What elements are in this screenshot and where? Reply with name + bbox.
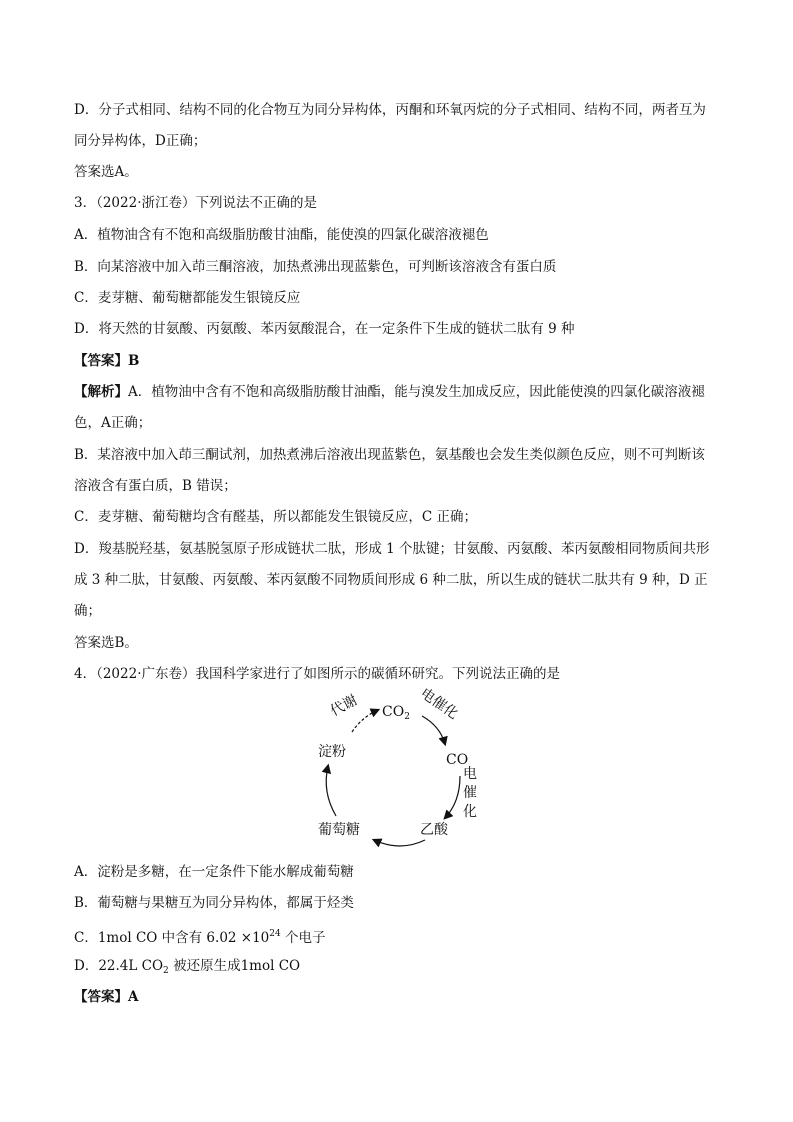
q3-analysis-b-line2: 溶液含有蛋白质，B 错误； [74,478,237,494]
prev-option-d-line1: D．分子式相同、结构不同的化合物互为同分异构体，丙酮和环氧丙烷的分子式相同、结构不同，两者互为 [74,102,706,118]
metabolism-label: 代谢 [327,692,361,720]
glucose-to-starch-arrow [326,766,336,816]
q3-analysis-d-line1: D．羧基脱羟基，氨基脱氢原子形成链状二肽，形成 1 个肽键；甘氨酸、丙氨酸、苯丙氨酸相同物质间共形 [74,541,710,557]
starch-label: 淀粉 [318,744,346,760]
q3-stem: 3．（2022·浙江卷）下列说法不正确的是 [74,195,317,211]
q4-answer-tag: 【答案】 [74,989,128,1005]
q4-option-a: A．淀粉是多糖，在一定条件下能水解成葡萄糖 [74,864,354,880]
metabolism-arrow [352,710,378,732]
q3-answer-tag: 【答案】 [74,353,128,369]
q4-stem: 4．（2022·广东卷）我国科学家进行了如图所示的碳循环研究。下列说法正确的是 [74,666,560,682]
q4-option-c [74,924,326,948]
electrocatalysis-side-2: 催 [463,785,477,801]
co2-main: CO [382,704,405,720]
co-to-acetic-arrow [445,776,460,818]
q4-option-c-superscript: 24 [269,929,281,939]
q3-analysis-c: C．麦芽糖、葡萄糖均含有醛基，所以都能发生银镜反应，C 正确； [74,509,477,525]
prev-answer-line: 答案选A。 [74,164,138,180]
q4-option-d [74,956,300,981]
co2-to-co-arrow [422,716,445,744]
glucose-label: 葡萄糖 [318,822,360,838]
q4-answer-value: A [128,989,139,1005]
q4-option-b: B．葡萄糖与果糖互为同分异构体，都属于烃类 [74,895,354,911]
prev-option-d-line2: 同分异构体，D正确； [74,133,207,149]
q3-answer-line: 答案选B。 [74,635,138,651]
electrocatalysis-top-label: 电催化 [417,685,461,723]
electrocatalysis-side-3: 化 [463,804,477,820]
q3-option-a: A．植物油含有不饱和高级脂肪酸甘油酯，能使溴的四氯化碳溶液褪色 [74,227,489,243]
electrocatalysis-side-1: 电 [463,766,477,782]
acetic-to-glucose-arrow [374,840,425,846]
q4-option-c-post: 个电子 [280,930,326,946]
q3-analysis-a-line2: 色，A正确； [74,415,152,431]
q3-analysis-d-line2: 成 3 种二肽，甘氨酸、丙氨酸、苯丙氨酸不同物质间形成 6 种二肽，所以生成的链状二肽共有 9 种，D 正 [74,572,708,588]
co-label: CO [446,752,469,768]
q3-analysis-d-line3: 确； [74,603,101,619]
q3-analysis-b-line1: B．某溶液中加入茚三酮试剂，加热煮沸后溶液出现蓝紫色，氨基酸也会发生类似颜色反应，则不可判断该 [74,447,705,463]
q3-answer-value: B [128,353,140,369]
q3-option-d: D．将天然的甘氨酸、丙氨酸、苯丙氨酸混合，在一定条件下生成的链状二肽有 9 种 [74,321,575,337]
carbon-cycle-diagram [300,685,490,852]
q3-answer [74,351,139,371]
acetic-acid-label: 乙酸 [420,822,448,838]
q3-option-c: C．麦芽糖、葡萄糖都能发生银镜反应 [74,290,301,306]
q3-analysis-a-text: A．植物油中含有不饱和高级脂肪酸甘油酯，能与溴发生加成反应，因此能使溴的四氯化碳溶液褪 [128,384,705,400]
q4-option-d-subscript: 2 [163,966,169,976]
q4-option-d-pre: D．22.4L CO [74,958,164,974]
q4-answer [74,987,138,1007]
co2-subscript: 2 [404,712,410,722]
q3-analysis-tag: 【解析】 [74,384,128,400]
co2-label [382,704,410,725]
q3-analysis-a-line1 [74,382,705,402]
q4-option-c-pre: C．1mol CO 中含有 6.02 ×10 [74,930,270,946]
q4-option-d-post: 被还原生成1mol CO [168,958,301,974]
q3-option-b: B．向某溶液中加入茚三酮溶液，加热煮沸出现蓝紫色，可判断该溶液含有蛋白质 [74,259,557,275]
